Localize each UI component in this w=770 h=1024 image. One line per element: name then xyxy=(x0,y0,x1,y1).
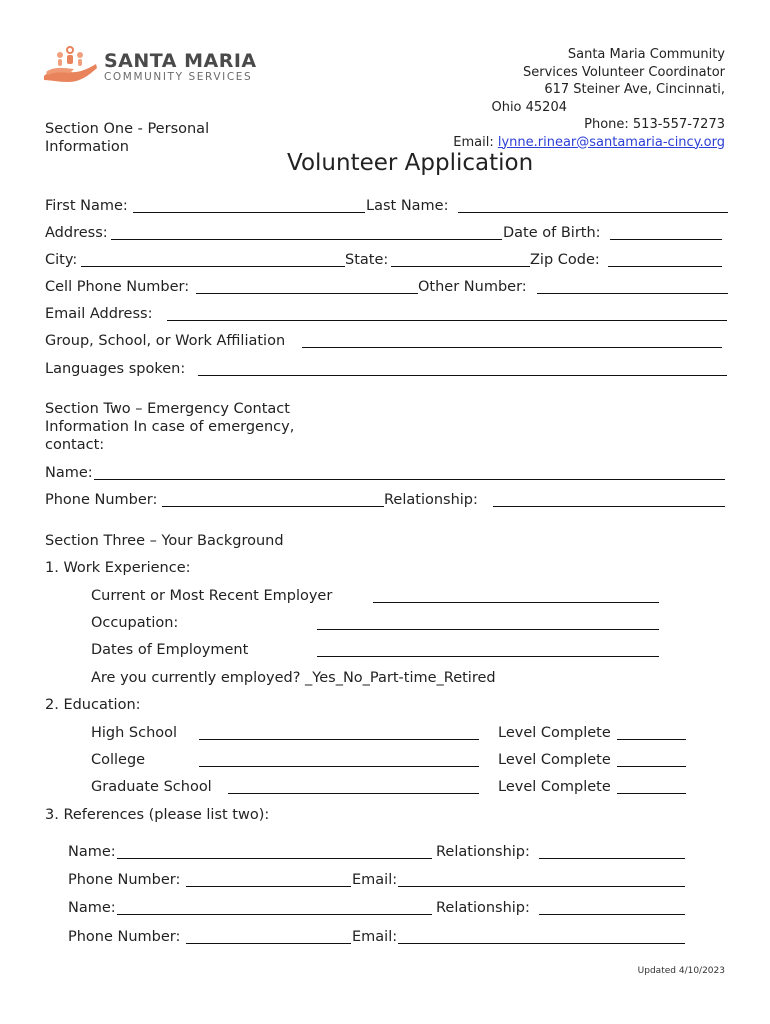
contact-email-label: Email: xyxy=(453,134,498,150)
employer-field[interactable] xyxy=(373,602,659,603)
reference-1-phone-label: Phone Number: xyxy=(68,872,181,888)
first-name-label: First Name: xyxy=(45,198,128,214)
contact-block xyxy=(453,46,725,151)
employment-status-options[interactable]: _Yes_No_Part-time_Retired xyxy=(305,670,496,686)
contact-phone: Phone: 513-557-7273 xyxy=(584,117,725,132)
zip-field[interactable] xyxy=(608,266,722,267)
emergency-relationship-label: Relationship: xyxy=(384,492,478,508)
dob-label: Date of Birth: xyxy=(503,225,601,241)
dates-employment-label: Dates of Employment xyxy=(91,642,249,658)
references-heading: 3. References (please list two): xyxy=(45,807,270,823)
contact-line-2: Services Volunteer Coordinator xyxy=(522,64,725,80)
high-school-level-label: Level Complete xyxy=(498,725,611,741)
college-level-field[interactable] xyxy=(617,766,686,767)
address-label: Address: xyxy=(45,225,108,241)
emergency-name-field[interactable] xyxy=(94,479,725,480)
occupation-label: Occupation: xyxy=(91,615,179,631)
section-one-heading: Section One - Personal Information xyxy=(45,121,210,155)
college-field[interactable] xyxy=(199,766,479,767)
city-field[interactable] xyxy=(81,266,345,267)
employer-label: Current or Most Recent Employer xyxy=(91,588,333,604)
grad-school-level-field[interactable] xyxy=(617,793,686,794)
affiliation-label: Group, School, or Work Affiliation xyxy=(45,333,286,349)
contact-line-1: Santa Maria Community xyxy=(567,47,725,62)
reference-2-phone-field[interactable] xyxy=(186,943,351,944)
high-school-label: High School xyxy=(91,725,178,741)
section-two-heading: Section Two – Emergency Contact Information In case of emergency, contact: xyxy=(45,401,295,453)
grad-school-label: Graduate School xyxy=(91,779,212,795)
grad-school-field[interactable] xyxy=(228,793,479,794)
contact-line-4: Ohio 45204 xyxy=(491,99,567,115)
other-number-label: Other Number: xyxy=(418,279,527,295)
reference-1-email-field[interactable] xyxy=(398,886,685,887)
currently-employed-label: Are you currently employed? xyxy=(91,670,301,686)
email-address-field[interactable] xyxy=(167,320,727,321)
last-name-field[interactable] xyxy=(458,212,728,213)
logo-name-line1: SANTA MARIA xyxy=(104,50,257,72)
reference-2-name-label: Name: xyxy=(68,900,116,916)
occupation-field[interactable] xyxy=(317,629,659,630)
college-label: College xyxy=(91,752,146,768)
contact-line-3: 617 Steiner Ave, Cincinnati, xyxy=(544,82,725,97)
cell-phone-field[interactable] xyxy=(196,293,418,294)
reference-2-email-field[interactable] xyxy=(398,943,685,944)
contact-email-row xyxy=(453,134,725,152)
dates-employment-field[interactable] xyxy=(317,656,659,657)
reference-2-name-field[interactable] xyxy=(117,914,432,915)
first-name-field[interactable] xyxy=(133,212,365,213)
address-field[interactable] xyxy=(111,239,502,240)
languages-field[interactable] xyxy=(198,375,727,376)
reference-1-email-label: Email: xyxy=(352,872,398,888)
reference-1-name-field[interactable] xyxy=(117,858,432,859)
state-field[interactable] xyxy=(391,266,530,267)
email-address-label: Email Address: xyxy=(45,306,153,322)
reference-2-email-label: Email: xyxy=(352,929,398,945)
high-school-field[interactable] xyxy=(199,739,479,740)
education-heading: 2. Education: xyxy=(45,697,141,713)
high-school-level-field[interactable] xyxy=(617,739,686,740)
contact-email-link[interactable]: lynne.rinear@santamaria-cincy.org xyxy=(497,134,725,150)
dob-field[interactable] xyxy=(610,239,722,240)
reference-1-relationship-field[interactable] xyxy=(539,858,685,859)
reference-2-relationship-field[interactable] xyxy=(539,914,685,915)
page-title: Volunteer Application xyxy=(287,150,534,176)
state-label: State: xyxy=(345,252,389,268)
updated-date-footer: Updated 4/10/2023 xyxy=(637,966,725,976)
reference-1-relationship-label: Relationship: xyxy=(436,844,530,860)
college-level-label: Level Complete xyxy=(498,752,611,768)
grad-school-level-label: Level Complete xyxy=(498,779,611,795)
reference-1-name-label: Name: xyxy=(68,844,116,860)
logo-name-line2: COMMUNITY SERVICES xyxy=(104,71,253,83)
organization-logo xyxy=(40,42,270,88)
work-experience-heading: 1. Work Experience: xyxy=(45,560,191,576)
languages-label: Languages spoken: xyxy=(45,361,186,377)
other-number-field[interactable] xyxy=(537,293,728,294)
emergency-phone-label: Phone Number: xyxy=(45,492,158,508)
reference-2-phone-label: Phone Number: xyxy=(68,929,181,945)
zip-label: Zip Code: xyxy=(530,252,600,268)
reference-2-relationship-label: Relationship: xyxy=(436,900,530,916)
section-three-heading: Section Three – Your Background xyxy=(45,533,284,549)
emergency-name-label: Name: xyxy=(45,465,93,481)
reference-1-phone-field[interactable] xyxy=(186,886,351,887)
emergency-relationship-field[interactable] xyxy=(493,506,725,507)
currently-employed-row xyxy=(91,669,496,687)
last-name-label: Last Name: xyxy=(366,198,449,214)
cell-phone-label: Cell Phone Number: xyxy=(45,279,190,295)
hand-with-people-logo-icon xyxy=(40,42,100,88)
emergency-phone-field[interactable] xyxy=(162,506,384,507)
affiliation-field[interactable] xyxy=(302,347,722,348)
city-label: City: xyxy=(45,252,78,268)
